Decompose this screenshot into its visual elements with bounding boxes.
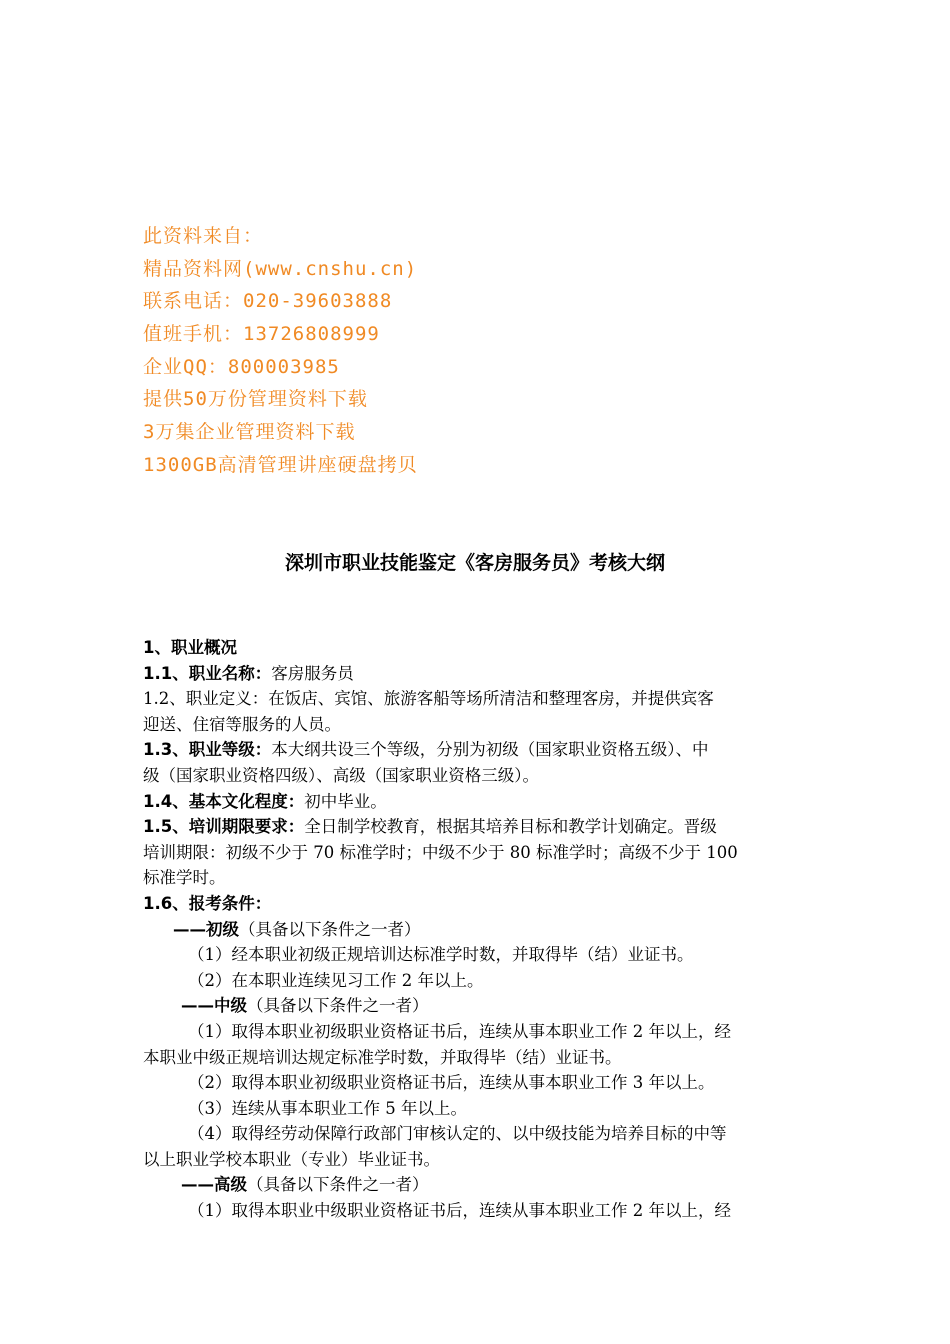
ad-line: 此资料来自： — [143, 225, 264, 247]
ad-line: 3万集企业管理资料下载 — [143, 421, 356, 444]
paragraph-1-4 — [143, 789, 813, 815]
condition-item: （2）取得本职业初级职业资格证书后，连续从事本职业工作 3 年以上。 — [188, 1073, 715, 1093]
paragraph-1-5-line: 标准学时。 — [143, 868, 226, 888]
ad-line: 联系电话：020-39603888 — [143, 290, 393, 313]
paragraph-1-5 — [143, 814, 813, 840]
condition-item: （1）经本职业初级正规培训达标准学时数，并取得毕（结）业证书。 — [188, 945, 694, 965]
field-value: 客房服务员 — [271, 663, 354, 683]
ad-line: 值班手机：13726808999 — [143, 323, 380, 346]
paragraph-1-1 — [143, 661, 813, 687]
ad-line: 提供50万份管理资料下载 — [143, 388, 368, 411]
level-label: ——初级 — [173, 919, 239, 939]
level-mid — [143, 993, 813, 1019]
condition-item: （1）取得本职业初级职业资格证书后，连续从事本职业工作 2 年以上，经 — [188, 1021, 731, 1041]
field-value: 全日制学校教育，根据其培养目标和教学计划确定。晋级 — [304, 817, 717, 837]
ad-line: 精品资料网(www.cnshu.cn) — [143, 257, 418, 280]
condition-item-cont: 本职业中级正规培训达规定标准学时数，并取得毕（结）业证书。 — [143, 1047, 622, 1067]
ad-line: 企业QQ：800003985 — [143, 355, 340, 378]
condition-item-cont: 以上职业学校本职业（专业）毕业证书。 — [143, 1149, 440, 1169]
field-label: 1.1、职业名称： — [143, 663, 272, 683]
condition-item: （1）取得本职业中级职业资格证书后，连续从事本职业工作 2 年以上，经 — [188, 1201, 731, 1221]
section-heading: 1、职业概况 — [143, 638, 237, 657]
field-label: 1.3、职业等级： — [143, 740, 272, 760]
field-value: 本大纲共设三个等级，分别为初级（国家职业资格五级）、中 — [271, 740, 709, 760]
paragraph-1-2-line: 1.2、职业定义：在饭店、宾馆、旅游客船等场所清洁和整理客房，并提供宾客 — [143, 689, 714, 709]
paragraph-1-5-line: 培训期限：初级不少于 70 标准学时；中级不少于 80 标准学时；高级不少于 100 — [143, 842, 738, 862]
level-condition: （具备以下条件之一者） — [247, 1175, 429, 1195]
level-label: ——高级 — [181, 1175, 247, 1195]
level-junior — [143, 917, 813, 943]
paragraph-1-6-heading: 1.6、报考条件： — [143, 893, 272, 913]
field-value: 初中毕业。 — [304, 791, 387, 811]
level-condition: （具备以下条件之一者） — [247, 996, 429, 1016]
condition-item: （2）在本职业连续见习工作 2 年以上。 — [188, 970, 484, 990]
source-ad-block — [143, 220, 843, 482]
paragraph-1-3-line: 级（国家职业资格四级）、高级（国家职业资格三级）。 — [143, 765, 539, 785]
ad-line: 1300GB高清管理讲座硬盘拷贝 — [143, 453, 418, 476]
document-title: 深圳市职业技能鉴定《客房服务员》考核大纲 — [284, 552, 665, 574]
document-body — [143, 635, 813, 1224]
field-label: 1.4、基本文化程度： — [143, 791, 305, 811]
condition-item: （3）连续从事本职业工作 5 年以上。 — [188, 1098, 467, 1118]
level-condition: （具备以下条件之一者） — [239, 919, 421, 939]
paragraph-1-2-line: 迎送、住宿等服务的人员。 — [143, 714, 341, 734]
paragraph-1-3 — [143, 737, 813, 763]
level-senior — [143, 1172, 813, 1198]
level-label: ——中级 — [181, 996, 247, 1016]
condition-item: （4）取得经劳动保障行政部门审核认定的、以中级技能为培养目标的中等 — [188, 1124, 727, 1144]
field-label: 1.5、培训期限要求： — [143, 817, 305, 837]
